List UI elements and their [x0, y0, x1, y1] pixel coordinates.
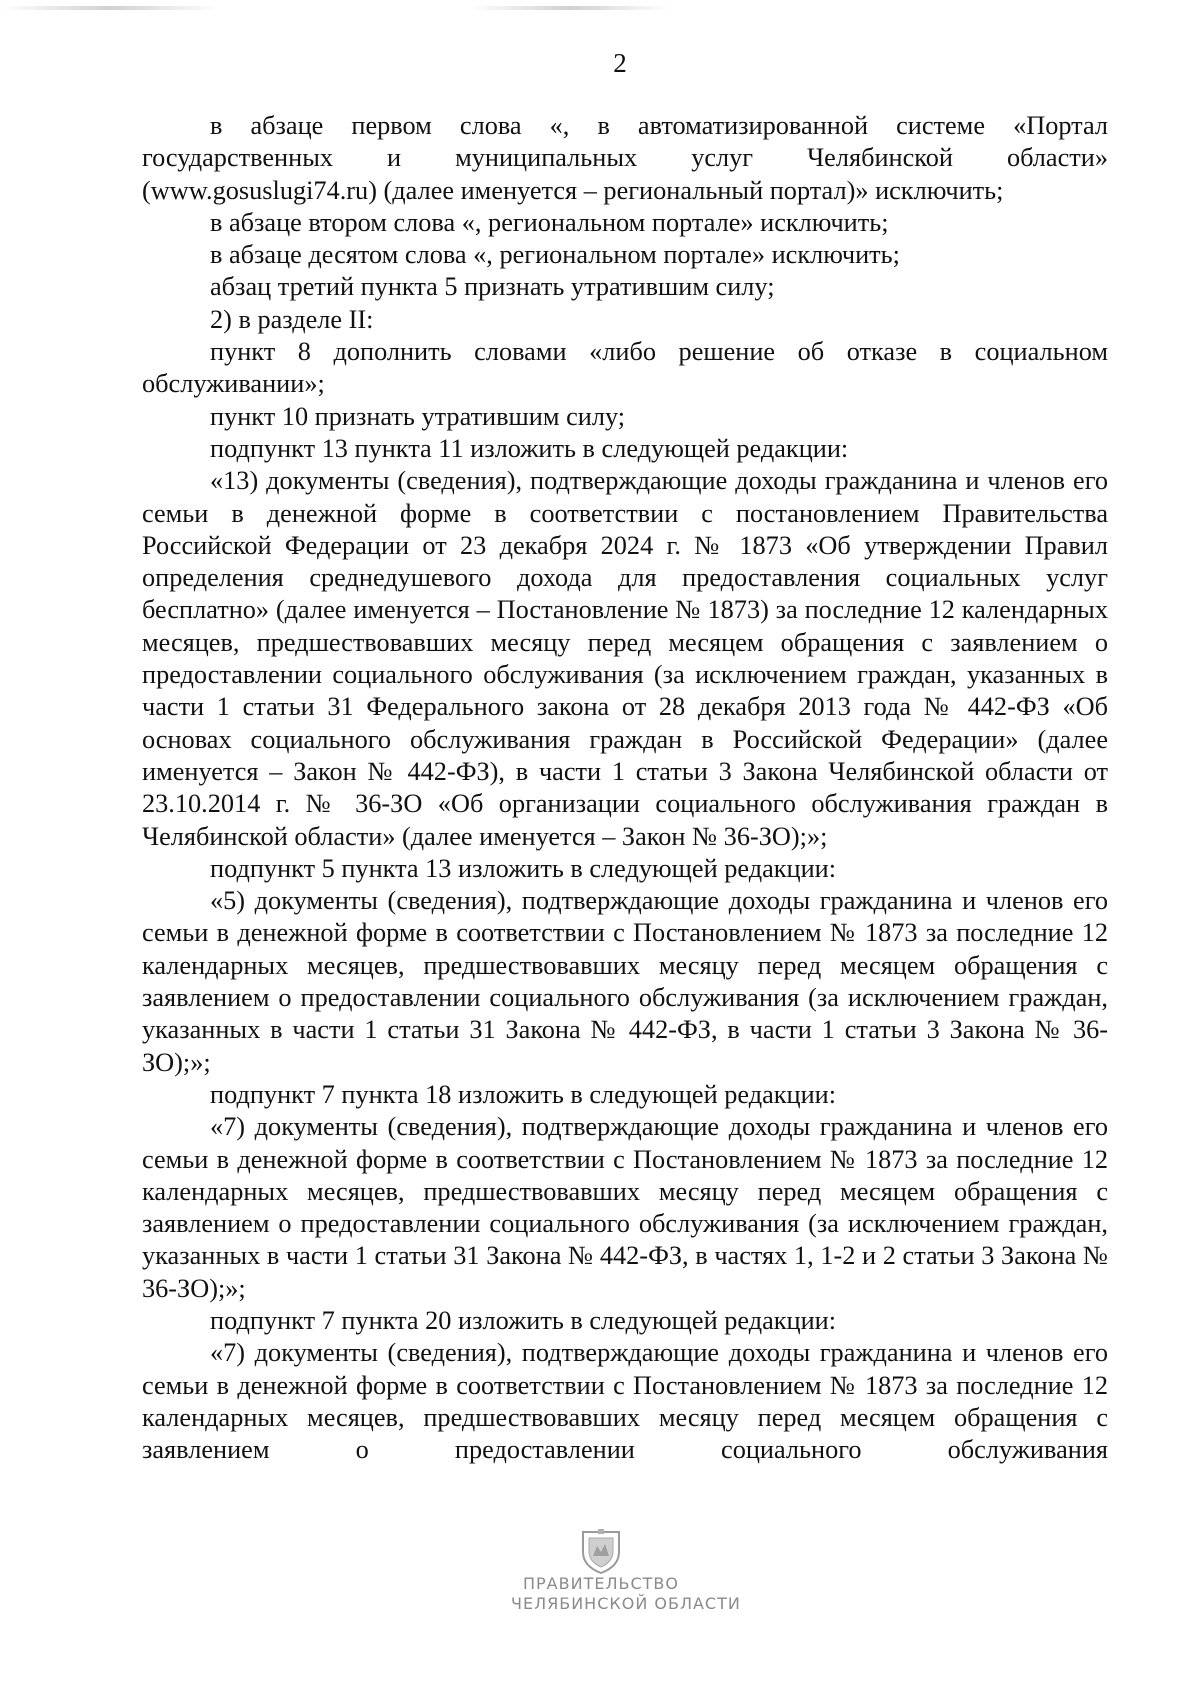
paragraph-9: «13) документы (сведения), подтверждающие доходы гражданина и членов его семьи в денежной форме в соответствии с постановлением Правительства Российской Федерации от 23 декабря 2024 г. № 1873 «Об утверждении Правил определения среднедушевого дохода для предоставления социальных услуг бесплатно» (далее именуется – Постановление № 1873) за последние 12 календарных месяцев, предшествовавших месяцу перед месяцем обращения с заявлением о предоставлении социального обслуживания (за исключением граждан, указанных в части 1 статьи 31 Федерального закона от 28 декабря 2013 года № 442-ФЗ «Об основах социального обслуживания граждан в Российской Федерации» (далее именуется – Закон № 442-ФЗ), в части 1 статьи 3 Закона Челябинской области от 23.10.2014 г. № 36-ЗО «Об организации социального обслуживания граждан в Челябинской области» (далее именуется – Закон № 36-ЗО);»;	[142, 466, 1108, 851]
document-body	[142, 110, 1108, 1466]
paragraph-7: пункт 10 признать утратившим силу;	[210, 401, 626, 431]
paragraph-5: 2) в разделе II:	[210, 304, 374, 334]
paragraph-11: «5) документы (сведения), подтверждающие доходы гражданина и членов его семьи в денежной форме в соответствии с Постановлением № 1873 за последние 12 календарных месяцев, предшествовавших месяцу перед месяцем обращения с заявлением о предоставлении социального обслуживания (за исключением граждан, указанных в части 1 статьи 31 Закона № 442-ФЗ, в части 1 статьи 3 Закона № 36-ЗО);»;	[142, 886, 1108, 1077]
paragraph-15: «7) документы (сведения), подтверждающие доходы гражданина и членов его семьи в денежной форме в соответствии с Постановлением № 1873 за последние 12 календарных месяцев, предшествовавших месяцу перед месяцем обращения с заявлением о предоставлении социального обслуживания	[142, 1338, 1108, 1465]
page-number: 2	[613, 48, 627, 78]
paragraph-14: подпункт 7 пункта 20 изложить в следующей редакции:	[210, 1305, 837, 1335]
paragraph-1: в абзаце первом слова «, в автоматизированной системе «Портал государственных и муниципальных услуг Челябинской области» (www.gosuslugi74.ru) (далее именуется – региональный портал)» исключить;	[142, 111, 1108, 205]
paragraph-10: подпункт 5 пункта 13 изложить в следующей редакции:	[210, 853, 837, 883]
scan-artifact-center	[470, 6, 670, 10]
seal-line-1: ПРАВИТЕЛЬСТВО	[523, 1574, 679, 1593]
paragraph-3: в абзаце десятом слова «, региональном портале» исключить;	[210, 240, 900, 270]
coat-of-arms-icon	[579, 1528, 623, 1574]
seal-line-2: ЧЕЛЯБИНСКОЙ ОБЛАСТИ	[511, 1594, 741, 1613]
government-seal	[511, 1528, 741, 1648]
scan-artifact-left	[0, 6, 220, 10]
paragraph-6: пункт 8 дополнить словами «либо решение об отказе в социальном обслуживании»;	[142, 337, 1108, 399]
paragraph-4: абзац третий пункта 5 признать утратившим силу;	[210, 272, 775, 302]
paragraph-2: в абзаце втором слова «, региональном портале» исключить;	[210, 207, 889, 237]
paragraph-13: «7) документы (сведения), подтверждающие доходы гражданина и членов его семьи в денежной форме в соответствии с Постановлением № 1873 за последние 12 календарных месяцев, предшествовавших месяцу перед месяцем обращения с заявлением о предоставлении социального обслуживания (за исключением граждан, указанных в части 1 статьи 31 Закона № 442-ФЗ, в частях 1, 1-2 и 2 статьи 3 Закона № 36-ЗО);»;	[142, 1112, 1108, 1303]
paragraph-12: подпункт 7 пункта 18 изложить в следующей редакции:	[210, 1079, 837, 1109]
paragraph-8: подпункт 13 пункта 11 изложить в следующей редакции:	[210, 433, 849, 463]
